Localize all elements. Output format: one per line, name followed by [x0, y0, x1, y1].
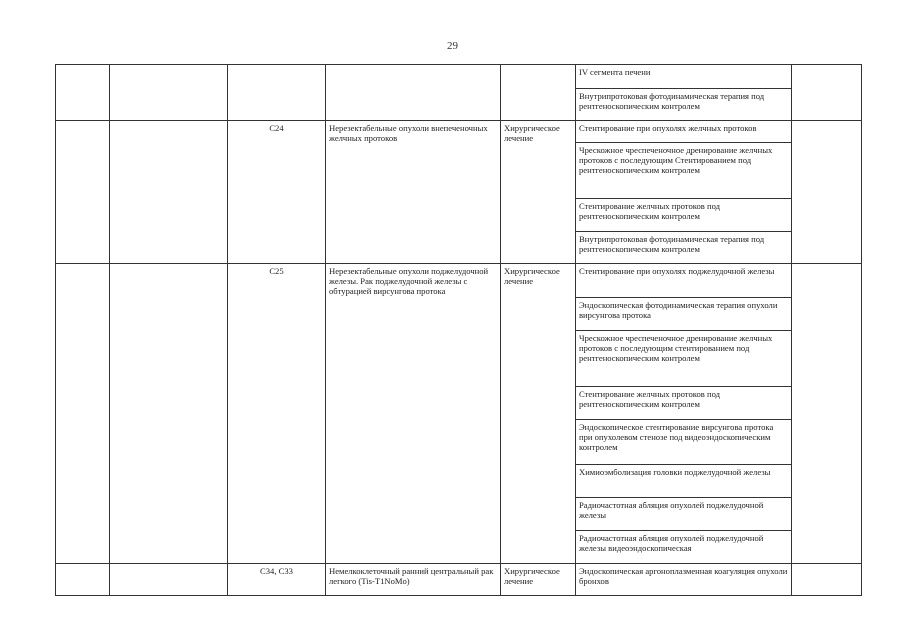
table-row	[56, 65, 862, 89]
method-cell: Стентирование желчных протоков под рентгеноскопическим контролем	[576, 387, 792, 420]
method-cell: IV сегмента печени	[576, 65, 792, 89]
diagnosis-cell: Нерезектабельные опухоли внепеченочных желчных протоков	[326, 121, 501, 264]
method-cell: Внутрипротоковая фотодинамическая терапия под рентгеноскопическим контролем	[576, 89, 792, 121]
empty-cell	[110, 564, 228, 596]
empty-cell	[56, 65, 110, 121]
empty-cell	[792, 564, 862, 596]
method-cell: Стентирование при опухолях желчных протоков	[576, 121, 792, 143]
method-cell: Радиочастотная абляция опухолей поджелудочной железы видеоэндоскопическая	[576, 531, 792, 564]
code-cell: C34, C33	[228, 564, 326, 596]
empty-cell	[110, 65, 228, 121]
method-cell: Стентирование желчных протоков под рентгеноскопическим контролем	[576, 199, 792, 232]
empty-cell	[326, 65, 501, 121]
diagnosis-cell: Нерезектабельные опухоли поджелудочной железы. Рак поджелудочной железы с обтурацией вирсунгова протока	[326, 264, 501, 564]
method-cell: Стентирование при опухолях поджелудочной железы	[576, 264, 792, 298]
empty-cell	[792, 121, 862, 264]
table-row	[56, 564, 862, 596]
empty-cell	[228, 65, 326, 121]
method-cell: Чрескожное чреспеченочное дренирование желчных протоков с последующим стентированием под рентгеноскопическим контролем	[576, 331, 792, 387]
method-cell: Радиочастотная абляция опухолей поджелудочной железы	[576, 498, 792, 531]
method-cell: Эндоскопическая аргоноплазменная коагуляция опухоли бронхов	[576, 564, 792, 596]
empty-cell	[110, 121, 228, 264]
empty-cell	[792, 65, 862, 121]
empty-cell	[56, 264, 110, 564]
table-row	[56, 264, 862, 298]
empty-cell	[56, 564, 110, 596]
empty-cell	[110, 264, 228, 564]
method-cell: Эндоскопическая фотодинамическая терапия опухоли вирсунгова протока	[576, 298, 792, 331]
empty-cell	[501, 65, 576, 121]
diagnosis-cell: Немелкоклеточный ранний центральный рак легкого (Tis-T1NoMo)	[326, 564, 501, 596]
method-cell: Чрескожное чреспеченочное дренирование желчных протоков с последующим Стентированием под рентгеноскопическим контролем	[576, 143, 792, 199]
code-cell: C25	[228, 264, 326, 564]
treatment-cell: Хирургическое лечение	[501, 121, 576, 264]
empty-cell	[56, 121, 110, 264]
treatment-cell: Хирургическое лечение	[501, 564, 576, 596]
code-cell: C24	[228, 121, 326, 264]
table-row	[56, 121, 862, 143]
method-cell: Эндоскопическое стентирование вирсунгова протока при опухолевом стенозе под видеоэндоскопическим контролем	[576, 420, 792, 465]
medical-procedures-table	[55, 64, 862, 596]
method-cell: Внутрипротоковая фотодинамическая терапия под рентгеноскопическим контролем	[576, 232, 792, 264]
empty-cell	[792, 264, 862, 564]
page-number: 29	[447, 40, 458, 52]
treatment-cell: Хирургическое лечение	[501, 264, 576, 564]
method-cell: Химиоэмболизация головки поджелудочной железы	[576, 465, 792, 498]
